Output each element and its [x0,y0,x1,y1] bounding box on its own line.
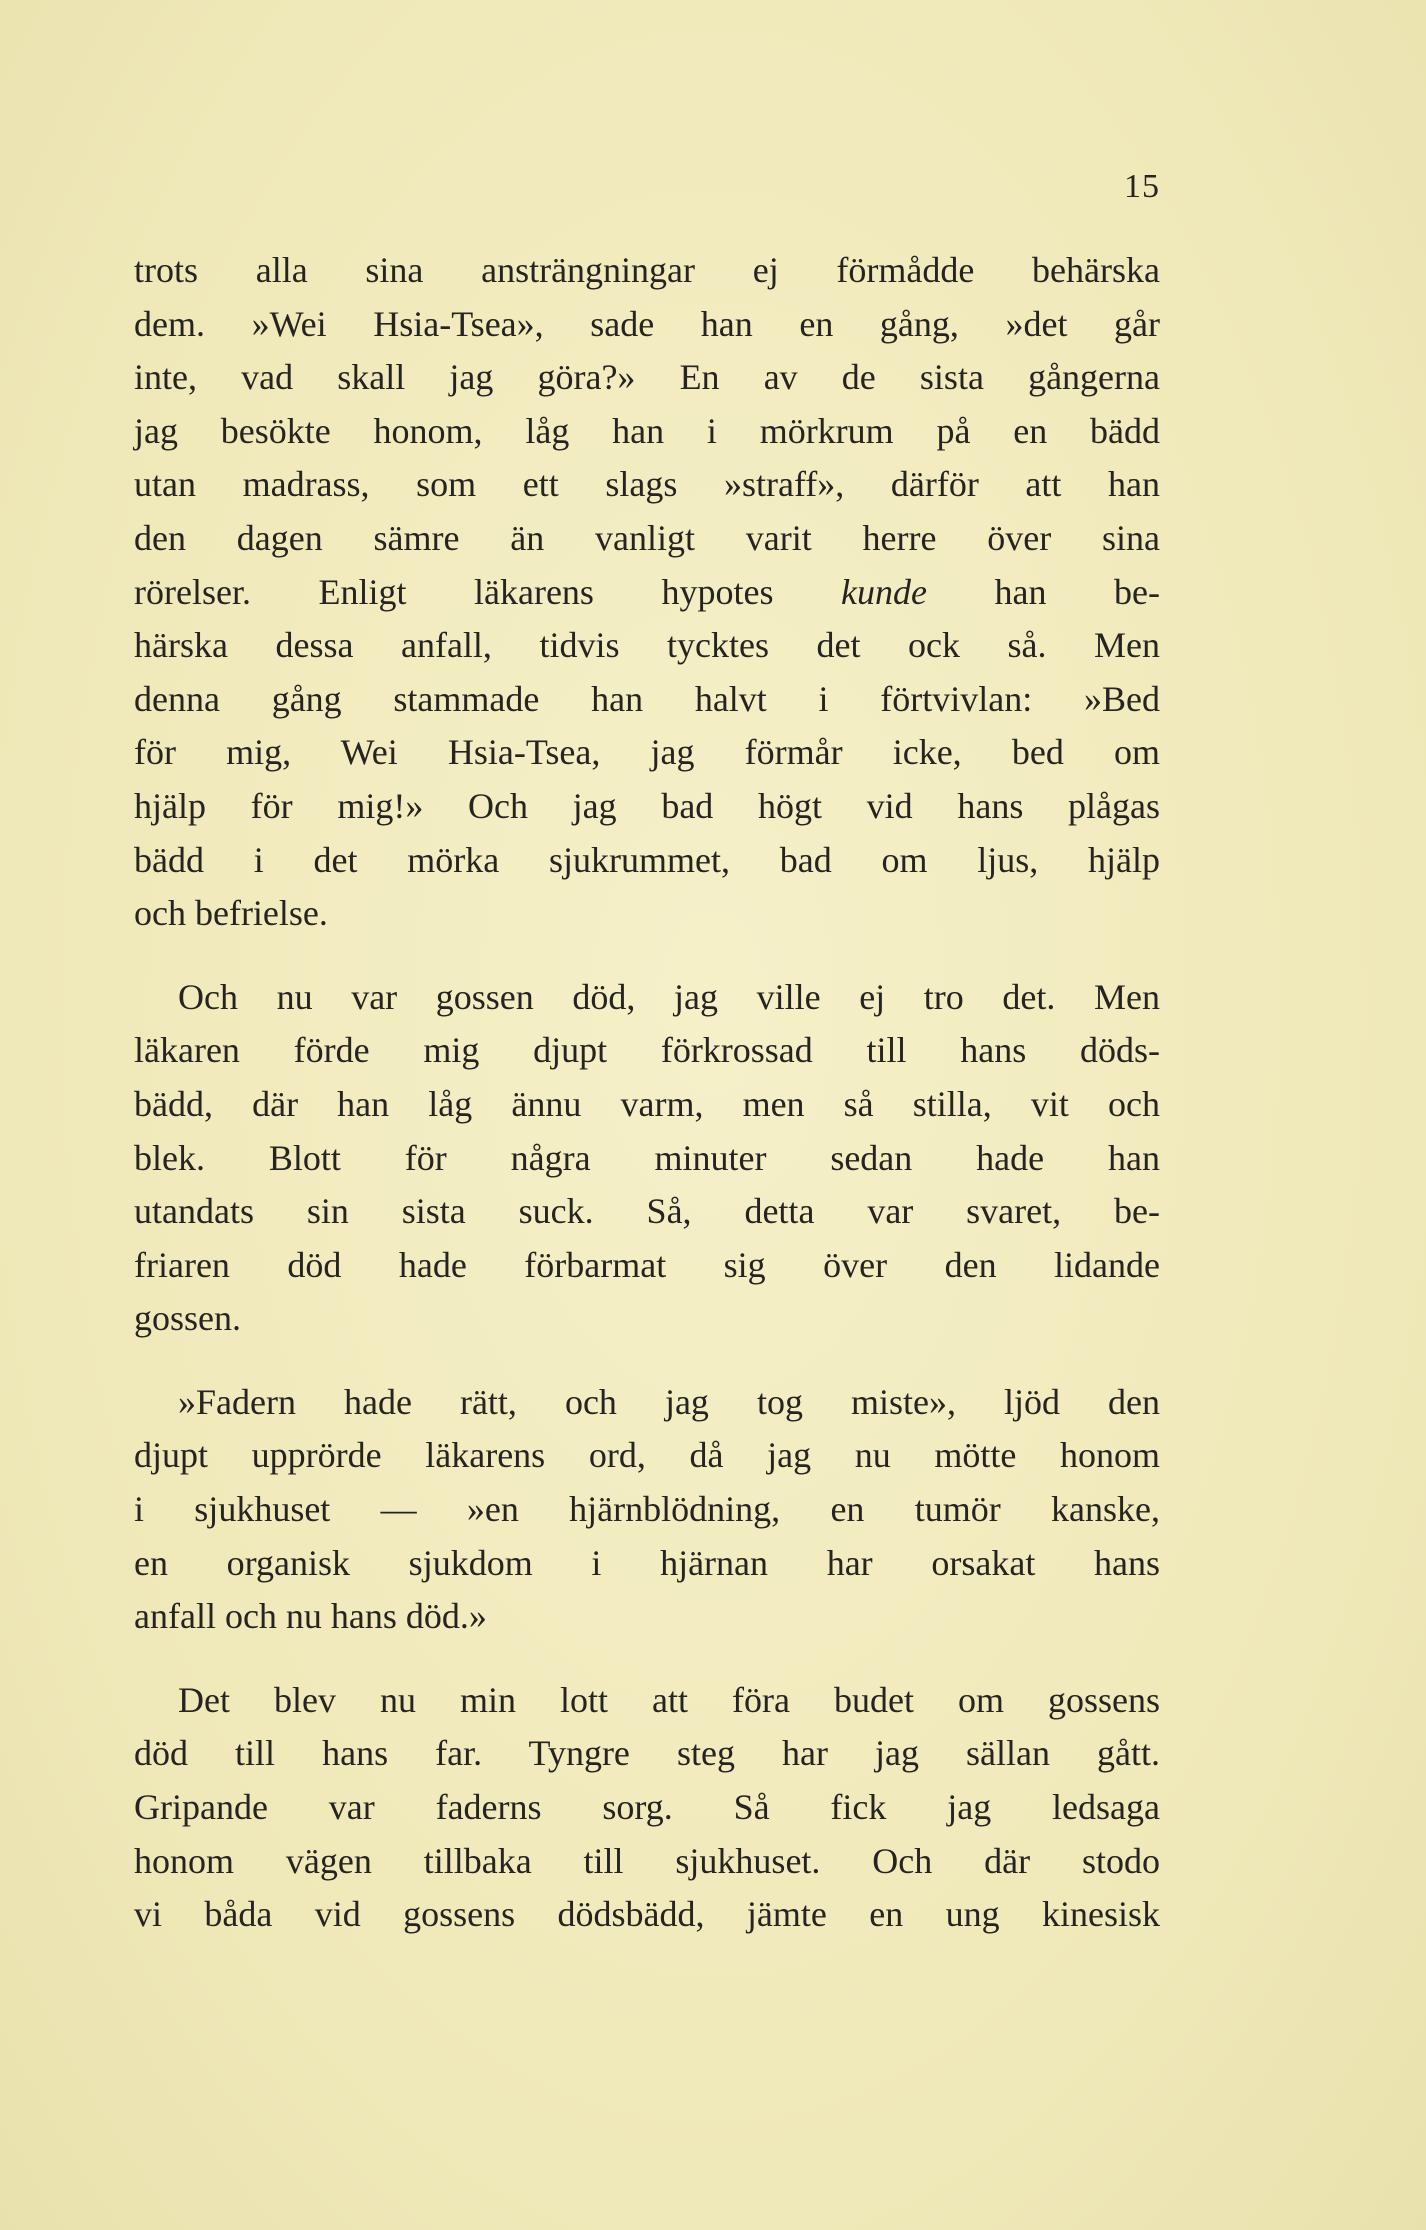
text-line: hjälp för mig!» Och jag bad högt vid hans plågas [134,785,1160,826]
text-line: inte, vad skall jag göra?» En av de sista gångerna [134,357,1160,398]
page-number: 15 [1124,168,1160,205]
text-line: läkaren förde mig djupt förkrossad till hans döds- [134,1030,1160,1071]
text-line: honom vägen tillbaka till sjukhuset. Och där stodo [134,1840,1160,1881]
text-line: blek. Blott för några minuter sedan hade han [134,1137,1160,1178]
text-line: den dagen sämre än vanligt varit herre över sina [134,517,1160,558]
text-line: härska dessa anfall, tidvis tycktes det ock så. Men [134,625,1160,666]
text-line: bädd, där han låg ännu varm, men så stilla, vit och [134,1083,1160,1124]
body-text [134,244,1160,1942]
text-line: en organisk sjukdom i hjärnan har orsakat hans [134,1542,1160,1583]
text-line: Gripande var faderns sorg. Så fick jag ledsaga [134,1787,1160,1828]
paragraph-3 [134,1376,1160,1644]
text-line: bädd i det mörka sjukrummet, bad om ljus, hjälp [134,839,1160,880]
text-segment: rörelser. Enligt läkarens hypotes [134,571,842,612]
paragraph-1 [134,244,1160,941]
text-line-with-emphasis [134,566,1160,620]
text-line: för mig, Wei Hsia-Tsea, jag förmår icke, bed om [134,732,1160,773]
text-line: utandats sin sista suck. Så, detta var svaret, be- [134,1191,1160,1232]
text-line: jag besökte honom, låg han i mörkrum på en bädd [134,410,1160,451]
text-line: anfall och nu hans död.» [134,1596,487,1637]
paragraph-4 [134,1674,1160,1942]
text-line: friaren död hade förbarmat sig över den lidande [134,1244,1160,1285]
text-line: denna gång stammade han halvt i förtvivlan: »Bed [134,678,1160,719]
text-line: och befrielse. [134,893,328,934]
text-line: trots alla sina ansträngningar ej förmådde behärska [134,250,1160,290]
text-line: utan madrass, som ett slags »straff», därför att han [134,464,1160,505]
text-line: »Fadern hade rätt, och jag tog miste», ljöd den [178,1381,1160,1422]
text-line: dem. »Wei Hsia-Tsea», sade han en gång, »det går [134,303,1160,344]
text-line: vi båda vid gossens dödsbädd, jämte en ung kinesisk [134,1894,1160,1935]
text-line: Och nu var gossen död, jag ville ej tro det. Men [178,976,1160,1017]
text-line: Det blev nu min lott att föra budet om gossens [178,1679,1160,1720]
paragraph-2 [134,971,1160,1346]
text-line: gossen. [134,1298,241,1339]
text-line: i sjukhuset — »en hjärnblödning, en tumör kanske, [134,1489,1160,1530]
emphasized-word: kunde [841,571,927,612]
text-segment: han be- [926,571,1160,612]
text-line: djupt upprörde läkarens ord, då jag nu mötte honom [134,1435,1160,1476]
text-line: död till hans far. Tyngre steg har jag sällan gått. [134,1733,1160,1774]
